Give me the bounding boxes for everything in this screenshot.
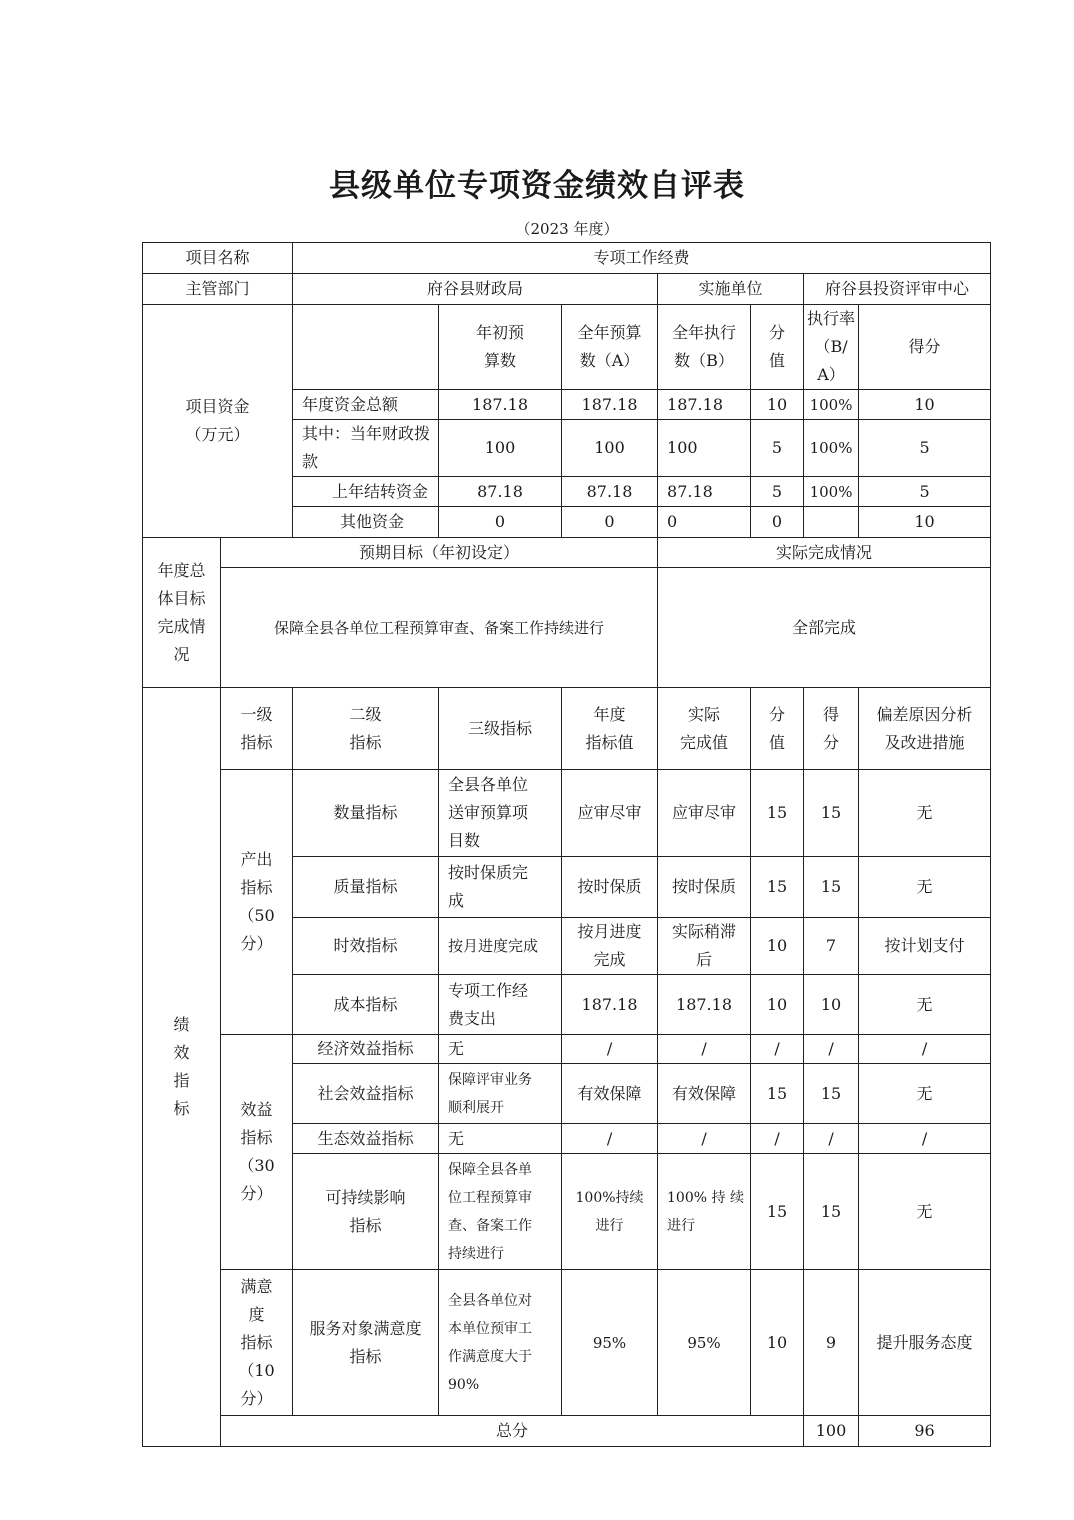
level2-line: 可持续影响 — [325, 1187, 406, 1207]
satisfaction-group-l3: 指标 — [240, 1332, 273, 1352]
header-ind-score-b: 分 — [823, 732, 840, 752]
actual-value — [658, 918, 751, 975]
total-row — [143, 1416, 991, 1447]
target-line: 进行 — [595, 1217, 624, 1234]
header-ind-score — [804, 688, 859, 770]
total-label: 总分 — [221, 1416, 804, 1447]
level3-line: 位工程预算审 — [448, 1189, 533, 1206]
header-reason-b: 及改进措施 — [884, 732, 965, 752]
level2-name — [293, 1154, 439, 1270]
weight-value: / — [751, 1035, 804, 1064]
level3-line: 作满意度大于 — [448, 1348, 533, 1365]
reason-value: 无 — [859, 1154, 991, 1270]
funds-weight: 5 — [751, 420, 804, 477]
level3-desc — [439, 975, 562, 1035]
funds-label-line1: 项目资金 — [185, 397, 250, 416]
expected-goal-header: 预期目标（年初设定） — [221, 538, 658, 568]
weight-value: 15 — [751, 1064, 804, 1124]
target-line: 按月进度 — [577, 922, 642, 941]
header-level2 — [293, 688, 439, 770]
goals-label-l1: 年度总 — [157, 560, 206, 580]
level3-desc — [439, 1154, 562, 1270]
funds-exec: 100 — [658, 420, 751, 477]
actual-value: 有效保障 — [658, 1064, 751, 1124]
funds-exec: 87.18 — [658, 477, 751, 507]
funds-initial: 0 — [439, 507, 562, 538]
satisfaction-group-l5: 分） — [240, 1388, 273, 1408]
funds-annual: 0 — [562, 507, 658, 538]
target-line: 完成 — [593, 950, 626, 969]
funds-rate: 100% — [804, 420, 859, 477]
indicator-header-row — [143, 688, 991, 770]
goals-label — [143, 538, 221, 688]
funds-weight: 5 — [751, 477, 804, 507]
header-ind-score-a: 得 — [823, 704, 840, 724]
header-annual-l1: 全年预算 — [577, 323, 642, 342]
header-initial-l1: 年初预 — [476, 323, 525, 342]
reason-value: 无 — [859, 1064, 991, 1124]
perf-label-l3: 指 — [173, 1071, 190, 1090]
funds-annual: 187.18 — [562, 390, 658, 420]
funds-rate: 100% — [804, 390, 859, 420]
weight-value: / — [751, 1124, 804, 1154]
performance-indicators-label — [143, 688, 221, 1447]
year-subtitle: （2023 年度） — [515, 220, 619, 238]
satisfaction-group-l1: 满意 — [240, 1276, 273, 1296]
funds-rate — [804, 507, 859, 538]
indicator-row-economic — [143, 1035, 991, 1064]
score-value: 15 — [804, 1154, 859, 1270]
level2-name: 数量指标 — [293, 770, 439, 857]
header-weight-l2: 值 — [769, 351, 786, 370]
level3-line: 费支出 — [448, 1008, 497, 1028]
perf-label-l4: 标 — [173, 1099, 190, 1118]
header-level1 — [221, 688, 293, 770]
header-exec-l2: 数（B） — [674, 351, 734, 370]
output-group-l3: （50 — [238, 906, 275, 925]
target-value: 有效保障 — [562, 1064, 658, 1124]
funds-weight: 0 — [751, 507, 804, 538]
level3-line: 顺利展开 — [448, 1099, 505, 1116]
header-level1-b: 指标 — [240, 732, 273, 752]
level3-line: 按时保质完 — [448, 863, 529, 882]
funds-annual: 100 — [562, 420, 658, 477]
level2-name: 成本指标 — [293, 975, 439, 1035]
reason-value: 无 — [859, 975, 991, 1035]
level3-line: 保障全县各单 — [448, 1161, 533, 1178]
funds-score: 5 — [859, 420, 991, 477]
reason-value: 无 — [859, 770, 991, 857]
header-weight — [751, 305, 804, 390]
satisfaction-group-l4: （10 — [238, 1360, 275, 1380]
dept-value: 府谷县财政局 — [293, 274, 658, 305]
actual-line: 进行 — [667, 1217, 696, 1234]
total-weight: 100 — [804, 1416, 859, 1447]
funds-rate: 100% — [804, 477, 859, 507]
output-group-l4: 分） — [240, 934, 273, 953]
indicator-row-satisfaction — [143, 1270, 991, 1416]
level3-desc — [439, 1064, 562, 1124]
reason-value: 无 — [859, 857, 991, 918]
score-value: 15 — [804, 770, 859, 857]
funds-label — [143, 305, 293, 538]
funds-score: 10 — [859, 390, 991, 420]
header-annual-l2: 数（A） — [579, 351, 640, 370]
header-rate-l2: （B/A） — [814, 337, 848, 384]
actual-value: 95% — [658, 1270, 751, 1416]
satisfaction-group-l2: 度 — [248, 1304, 265, 1324]
actual-value: / — [658, 1035, 751, 1064]
project-name-label: 项目名称 — [143, 243, 293, 274]
header-level3: 三级指标 — [439, 688, 562, 770]
header-target-a: 年度 — [593, 704, 626, 724]
output-indicators-group — [221, 770, 293, 1035]
score-value: 15 — [804, 1064, 859, 1124]
reason-value: / — [859, 1124, 991, 1154]
funds-header-row — [143, 305, 991, 390]
level3-line: 送审预算项 — [448, 803, 529, 822]
perf-label-l1: 绩 — [173, 1015, 190, 1034]
score-value: / — [804, 1124, 859, 1154]
level3-desc — [439, 770, 562, 857]
level3-desc: 无 — [439, 1124, 562, 1154]
actual-result: 全部完成 — [658, 568, 991, 688]
total-score: 96 — [859, 1416, 991, 1447]
goals-header-row — [143, 538, 991, 568]
benefit-indicators-group — [221, 1035, 293, 1270]
header-annual-budget — [562, 305, 658, 390]
dept-label: 主管部门 — [143, 274, 293, 305]
header-weight-l1: 分 — [769, 323, 786, 342]
level3-line: 持续进行 — [448, 1245, 505, 1262]
level3-line: 本单位预审工 — [448, 1320, 533, 1337]
header-initial-budget — [439, 305, 562, 390]
level3-line: 专项工作经 — [448, 980, 529, 1000]
level2-line: 服务对象满意度 — [309, 1318, 422, 1338]
header-actual — [658, 688, 751, 770]
level3-line: 成 — [448, 891, 465, 910]
output-group-l2: 指标 — [240, 878, 273, 897]
target-value: / — [562, 1035, 658, 1064]
header-score: 得分 — [859, 305, 991, 390]
actual-result-header: 实际完成情况 — [658, 538, 991, 568]
page-title: 县级单位专项资金绩效自评表 — [329, 168, 745, 204]
unit-label: 实施单位 — [658, 274, 804, 305]
level2-name: 生态效益指标 — [293, 1124, 439, 1154]
level2-line: 指标 — [349, 1215, 382, 1235]
weight-value: 15 — [751, 1154, 804, 1270]
level3-line: 查、备案工作 — [448, 1217, 533, 1234]
score-value: 10 — [804, 975, 859, 1035]
target-value: 按时保质 — [562, 857, 658, 918]
header-actual-a: 实际 — [688, 704, 721, 724]
header-ind-weight — [751, 688, 804, 770]
funds-weight: 10 — [751, 390, 804, 420]
weight-value: 15 — [751, 857, 804, 918]
project-name-value: 专项工作经费 — [293, 243, 991, 274]
header-reason-a: 偏差原因分析 — [876, 704, 973, 724]
funds-row-name: 其中：当年财政拨款 — [293, 420, 439, 477]
target-value: 95% — [562, 1270, 658, 1416]
actual-value: / — [658, 1124, 751, 1154]
funds-header-blank — [293, 305, 439, 390]
target-value — [562, 918, 658, 975]
benefit-group-l3: （30 — [238, 1156, 275, 1175]
weight-value: 10 — [751, 918, 804, 975]
actual-value — [658, 1154, 751, 1270]
level3-desc — [439, 857, 562, 918]
level2-name: 经济效益指标 — [293, 1035, 439, 1064]
target-value — [562, 1154, 658, 1270]
reason-value: / — [859, 1035, 991, 1064]
goals-label-l3: 完成情 — [157, 616, 206, 636]
header-ind-weight-a: 分 — [769, 704, 786, 724]
funds-row-name: 其他资金 — [293, 507, 439, 538]
header-actual-b: 完成值 — [680, 732, 729, 752]
level2-name: 社会效益指标 — [293, 1064, 439, 1124]
score-value: 9 — [804, 1270, 859, 1416]
header-level2-b: 指标 — [349, 732, 382, 752]
reason-value: 按计划支付 — [859, 918, 991, 975]
benefit-group-l2: 指标 — [240, 1128, 273, 1147]
row-project-name — [143, 243, 991, 274]
target-value: 187.18 — [562, 975, 658, 1035]
goals-label-l4: 况 — [173, 644, 190, 664]
funds-row-name: 上年结转资金 — [293, 477, 439, 507]
header-exec-rate — [804, 305, 859, 390]
target-line: 100%持续 — [575, 1189, 644, 1206]
goals-content-row — [143, 568, 991, 688]
level2-name: 质量指标 — [293, 857, 439, 918]
header-target-b: 指标值 — [585, 732, 634, 752]
level3-line: 90% — [448, 1376, 480, 1393]
target-value: 应审尽审 — [562, 770, 658, 857]
output-group-l1: 产出 — [240, 850, 273, 869]
level2-line: 指标 — [349, 1346, 382, 1366]
goals-label-l2: 体目标 — [157, 588, 206, 608]
level3-desc: 无 — [439, 1035, 562, 1064]
level3-line: 全县各单位对 — [448, 1292, 533, 1309]
funds-row-name: 年度资金总额 — [293, 390, 439, 420]
funds-exec: 0 — [658, 507, 751, 538]
actual-value: 应审尽审 — [658, 770, 751, 857]
evaluation-table — [142, 242, 991, 1447]
actual-value: 按时保质 — [658, 857, 751, 918]
funds-initial: 187.18 — [439, 390, 562, 420]
actual-value: 187.18 — [658, 975, 751, 1035]
funds-score: 10 — [859, 507, 991, 538]
header-rate-l1: 执行率 — [807, 309, 856, 328]
funds-exec: 187.18 — [658, 390, 751, 420]
benefit-group-l1: 效益 — [240, 1100, 273, 1119]
reason-value: 提升服务态度 — [859, 1270, 991, 1416]
header-level2-a: 二级 — [349, 704, 382, 724]
weight-value: 15 — [751, 770, 804, 857]
funds-annual: 87.18 — [562, 477, 658, 507]
score-value: / — [804, 1035, 859, 1064]
indicator-row-quantity — [143, 770, 991, 857]
header-ind-weight-b: 值 — [769, 732, 786, 752]
unit-value: 府谷县投资评审中心 — [804, 274, 991, 305]
header-initial-l2: 算数 — [484, 351, 517, 370]
satisfaction-indicators-group — [221, 1270, 293, 1416]
score-value: 15 — [804, 857, 859, 918]
level3-desc — [439, 1270, 562, 1416]
actual-line: 后 — [696, 950, 713, 969]
funds-label-line2: （万元） — [185, 425, 250, 444]
funds-initial: 87.18 — [439, 477, 562, 507]
benefit-group-l4: 分） — [240, 1184, 273, 1203]
expected-goal: 保障全县各单位工程预算审查、备案工作持续进行 — [221, 568, 658, 688]
header-exec-l1: 全年执行 — [672, 323, 737, 342]
level3-line: 目数 — [448, 831, 481, 850]
level2-name: 时效指标 — [293, 918, 439, 975]
level3-line: 保障评审业务 — [448, 1071, 533, 1088]
actual-line: 实际稍滞 — [672, 922, 737, 941]
actual-line: 100% 持 续 — [667, 1189, 744, 1206]
weight-value: 10 — [751, 1270, 804, 1416]
funds-score: 5 — [859, 477, 991, 507]
header-level1-a: 一级 — [240, 704, 273, 724]
header-target — [562, 688, 658, 770]
perf-label-l2: 效 — [173, 1043, 190, 1062]
level2-name — [293, 1270, 439, 1416]
header-reason — [859, 688, 991, 770]
header-annual-exec — [658, 305, 751, 390]
level3-desc: 按月进度完成 — [439, 918, 562, 975]
target-value: / — [562, 1124, 658, 1154]
score-value: 7 — [804, 918, 859, 975]
level3-line: 全县各单位 — [448, 775, 529, 794]
row-department — [143, 274, 991, 305]
funds-initial: 100 — [439, 420, 562, 477]
weight-value: 10 — [751, 975, 804, 1035]
